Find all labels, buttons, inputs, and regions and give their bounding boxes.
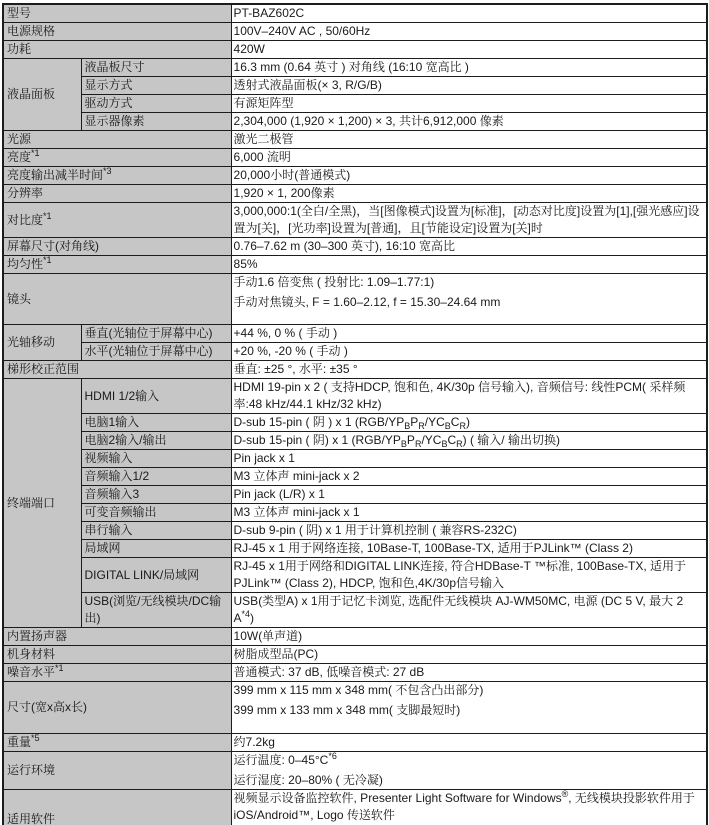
spec-value (231, 149, 707, 167)
spec-row (3, 646, 707, 664)
spec-value-line: 手动1.6 倍变焦 ( 投射比: 1.09–1.77:1) (233, 275, 435, 289)
spec-group-label: 液晶面板 (3, 59, 81, 131)
spec-value-line: RJ-45 x 1 用于网络连接, 10Base-T, 100Base-TX, 适用于PJLink™ (Class 2) (233, 541, 633, 555)
spec-row (3, 540, 707, 558)
spec-value-line: 视频显示设备监控软件, Presenter Light Software for Windows®, 无线模块投影软件用于iOS/Android™, Logo 传送软件 (233, 789, 695, 822)
spec-label: 局域网 (81, 540, 231, 558)
spec-value (231, 256, 707, 274)
spec-row (3, 486, 707, 504)
spec-row (3, 113, 707, 131)
superscript-note: ® (561, 789, 569, 799)
spec-value-line: USB(类型A) x 1用于记忆卡浏览, 选配件无线模块 AJ-WM50MC, 电源 (DC 5 V, 最大 2 $A^{*4}$) (233, 594, 684, 625)
spec-value-line: 运行温度: $0-45^\circ C^{*6}$ (233, 751, 337, 767)
spec-row (3, 238, 707, 256)
spec-value-line: 约7.2kg (233, 735, 275, 749)
spec-row (3, 4, 707, 23)
subscript-text: R (456, 439, 463, 449)
spec-row (3, 522, 707, 540)
subscript-text: B (441, 439, 448, 449)
spec-value (231, 646, 707, 664)
spec-value-line: 399 mm x 133 mm x 348 mm( 支脚最短时) (233, 703, 461, 717)
spec-row (3, 414, 707, 432)
spec-value-line: 2,304,000 (1,920 × 1,200) × 3, 共计6,912,000 像素 (233, 114, 504, 128)
spec-value (231, 734, 707, 752)
spec-value-line: PT-BAZ602C (233, 6, 305, 20)
spec-value (231, 238, 707, 256)
spec-value (231, 540, 707, 558)
spec-label: 亮度输出减半时间$^{*3}$ (3, 167, 231, 185)
spec-value-line: D-sub 15-pin ( 阴 ) x 1 $(RGB/YP_BP_R/YC_BC_R)$ (233, 415, 470, 431)
spec-label: 电脑1输入 (81, 414, 231, 432)
superscript-note: *1 (43, 210, 52, 221)
spec-value-line: M3 立体声 mini-jack x 2 (233, 469, 360, 483)
spec-label: 可变音频输出 (81, 504, 231, 522)
spec-row (3, 593, 707, 628)
spec-row (3, 628, 707, 646)
spec-row (3, 203, 707, 238)
spec-value (231, 752, 707, 790)
spec-label: 水平(光轴位于屏幕中心) (81, 343, 231, 361)
subscript-text: R (459, 421, 466, 431)
superscript-note: *1 (55, 663, 64, 673)
spec-row (3, 41, 707, 59)
spec-table (2, 3, 708, 825)
spec-value-line: M3 立体声 mini-jack x 1 (233, 505, 360, 519)
spec-label: USB(浏览/无线模块/DC输出) (81, 593, 231, 628)
spec-value (231, 432, 707, 450)
spec-label: 光源 (3, 131, 231, 149)
spec-row (3, 558, 707, 593)
spec-row (3, 325, 707, 343)
spec-row (3, 450, 707, 468)
subscript-text: R (418, 421, 425, 431)
spec-value-line: 有源矩阵型 (233, 96, 294, 110)
spec-value (231, 361, 707, 379)
spec-value-line: 0.76–7.62 m (30–300 英寸), 16:10 宽高比 (233, 239, 455, 253)
spec-value (231, 167, 707, 185)
spec-label: 重量$^{*5}$ (3, 734, 231, 752)
spec-row (3, 256, 707, 274)
spec-value-line: HDMI 19-pin x 2 ( 支持HDCP, 饱和色, 4K/30p 信号输入), 音频信号: 线性PCM( 采样频率:48 kHz/44.1 kHz/32 kHz) (233, 380, 686, 411)
spec-label: 内置扬声器 (3, 628, 231, 646)
superscript-note: *4 (241, 609, 251, 619)
spec-value (231, 343, 707, 361)
spec-label: 梯形校正范围 (3, 361, 231, 379)
spec-value (231, 486, 707, 504)
spec-value-line: +20 %, -20 % ( 手动 ) (233, 344, 348, 358)
spec-value-line: 16.3 mm (0.64 英寸 ) 对角线 (16:10 宽高比 ) (233, 60, 469, 74)
spec-label: 镜头 (3, 274, 231, 325)
spec-value-line: 激光二极管 (233, 132, 294, 146)
spec-value-line: 399 mm x 115 mm x 348 mm( 不包含凸出部分) (233, 683, 484, 697)
spec-value-line: +44 %, 0 % ( 手动 ) (233, 326, 338, 340)
spec-value (231, 558, 707, 593)
spec-value-line: 透射式液晶面板(× 3, R/G/B) (233, 78, 382, 92)
spec-value-line: Pin jack (L/R) x 1 (233, 487, 325, 501)
spec-row (3, 59, 707, 77)
subscript-text: B (404, 421, 411, 431)
spec-label: 型号 (3, 4, 231, 23)
spec-value (231, 504, 707, 522)
spec-label: 机身材料 (3, 646, 231, 664)
spec-row (3, 149, 707, 167)
superscript-note: *6 (328, 751, 337, 761)
spec-value (231, 4, 707, 23)
spec-value (231, 185, 707, 203)
spec-value-line: 普通模式: 37 dB, 低噪音模式: 27 dB (233, 665, 425, 679)
spec-label: 音频输入1/2 (81, 468, 231, 486)
spec-row (3, 752, 707, 790)
spec-label: 液晶板尺寸 (81, 59, 231, 77)
spec-table-body (3, 4, 707, 825)
spec-label: 对比度$^{*1}$ (3, 203, 231, 238)
spec-value-line: 85% (233, 257, 258, 271)
spec-label: 驱动方式 (81, 95, 231, 113)
spec-label: HDMI 1/2输入 (81, 379, 231, 414)
spec-row (3, 23, 707, 41)
spec-value (231, 682, 707, 734)
spec-label: 视频输入 (81, 450, 231, 468)
spec-label: 串行输入 (81, 522, 231, 540)
spec-value-line: Pin jack x 1 (233, 451, 295, 465)
spec-value-line: 手动对焦镜头, F = 1.60–2.12, f = 15.30–24.64 mm (233, 295, 501, 309)
spec-row (3, 468, 707, 486)
spec-row (3, 379, 707, 414)
spec-value-line: 运行湿度: 20–80% ( 无冷凝) (233, 773, 383, 787)
spec-value (231, 203, 707, 238)
spec-value-line: 1,920 × 1, 200像素 (233, 186, 335, 200)
spec-value (231, 274, 707, 325)
spec-label: 运行环境 (3, 752, 231, 790)
spec-value (231, 379, 707, 414)
spec-value (231, 628, 707, 646)
spec-value-line: 420W (233, 42, 265, 56)
subscript-text: B (400, 439, 407, 449)
spec-label: 均匀性$^{*1}$ (3, 256, 231, 274)
spec-value (231, 23, 707, 41)
spec-value (231, 664, 707, 682)
spec-row (3, 790, 707, 825)
spec-label: 垂直(光轴位于屏幕中心) (81, 325, 231, 343)
spec-value (231, 325, 707, 343)
spec-row (3, 131, 707, 149)
spec-value-line: D-sub 9-pin ( 阴) x 1 用于计算机控制 ( 兼容RS-232C) (233, 523, 517, 537)
spec-value-line: 100V–240V AC , 50/60Hz (233, 24, 371, 38)
spec-value-line: 树脂成型品(PC) (233, 647, 319, 661)
spec-value (231, 113, 707, 131)
spec-row (3, 682, 707, 734)
spec-value (231, 593, 707, 628)
spec-label: 分辨率 (3, 185, 231, 203)
superscript-note: *1 (31, 148, 40, 158)
spec-value (231, 131, 707, 149)
spec-group-label: 终端端口 (3, 379, 81, 628)
spec-row (3, 343, 707, 361)
spec-value-line: 10W(单声道) (233, 629, 303, 643)
spec-value (231, 790, 707, 825)
spec-label: 屏幕尺寸(对角线) (3, 238, 231, 256)
spec-row (3, 734, 707, 752)
spec-value-line: 垂直: ±25 °, 水平: ±35 ° (233, 362, 358, 376)
spec-value-line: 6,000 流明 (233, 150, 291, 164)
spec-value-line: 3,000,000:1(全白/全黑)，当[图像模式]设置为[标准]，[动态对比度]设置为[1],[强光感应]设置为[关]，[光功率]设置为[普通]，且[节能设定]设置为[关]时 (233, 204, 700, 235)
spec-row (3, 95, 707, 113)
spec-value-line: 20,000小时(普通模式) (233, 168, 351, 182)
spec-group-label: 光轴移动 (3, 325, 81, 361)
spec-value (231, 95, 707, 113)
spec-value (231, 59, 707, 77)
spec-row (3, 274, 707, 325)
spec-value-line: D-sub 15-pin ( 阴) x 1 $(RGB/YP_BP_R/YC_BC_R)$ ( 输入/ 输出切换) (233, 433, 560, 449)
spec-label: 显示器像素 (81, 113, 231, 131)
spec-label: 亮度$^{*1}$ (3, 149, 231, 167)
spec-row (3, 504, 707, 522)
spec-label: 适用软件 (3, 790, 231, 825)
spec-row (3, 77, 707, 95)
subscript-text: R (414, 439, 422, 449)
spec-value (231, 414, 707, 432)
spec-value (231, 450, 707, 468)
spec-label: 音频输入3 (81, 486, 231, 504)
spec-label: 显示方式 (81, 77, 231, 95)
spec-label: DIGITAL LINK/局域网 (81, 558, 231, 593)
spec-row (3, 432, 707, 450)
spec-row (3, 185, 707, 203)
superscript-note: *5 (31, 733, 40, 743)
spec-label: 电脑2输入/输出 (81, 432, 231, 450)
spec-label: 功耗 (3, 41, 231, 59)
spec-value (231, 522, 707, 540)
spec-value (231, 77, 707, 95)
spec-row (3, 167, 707, 185)
subscript-text: B (444, 421, 451, 431)
spec-value (231, 41, 707, 59)
spec-value (231, 468, 707, 486)
spec-label: 噪音水平$^{*1}$ (3, 664, 231, 682)
superscript-note: *3 (103, 166, 112, 176)
spec-label: 电源规格 (3, 23, 231, 41)
spec-label: 尺寸(宽x高x长) (3, 682, 231, 734)
superscript-note: *1 (43, 255, 52, 265)
spec-value-line: RJ-45 x 1用于网络和DIGITAL LINK连接, 符合HDBase-T ™标准, 100Base-TX, 适用于PJLink™ (Class 2), HDCP, 饱和色,4K/30p信号输入 (233, 559, 687, 590)
spec-row (3, 361, 707, 379)
spec-row (3, 664, 707, 682)
